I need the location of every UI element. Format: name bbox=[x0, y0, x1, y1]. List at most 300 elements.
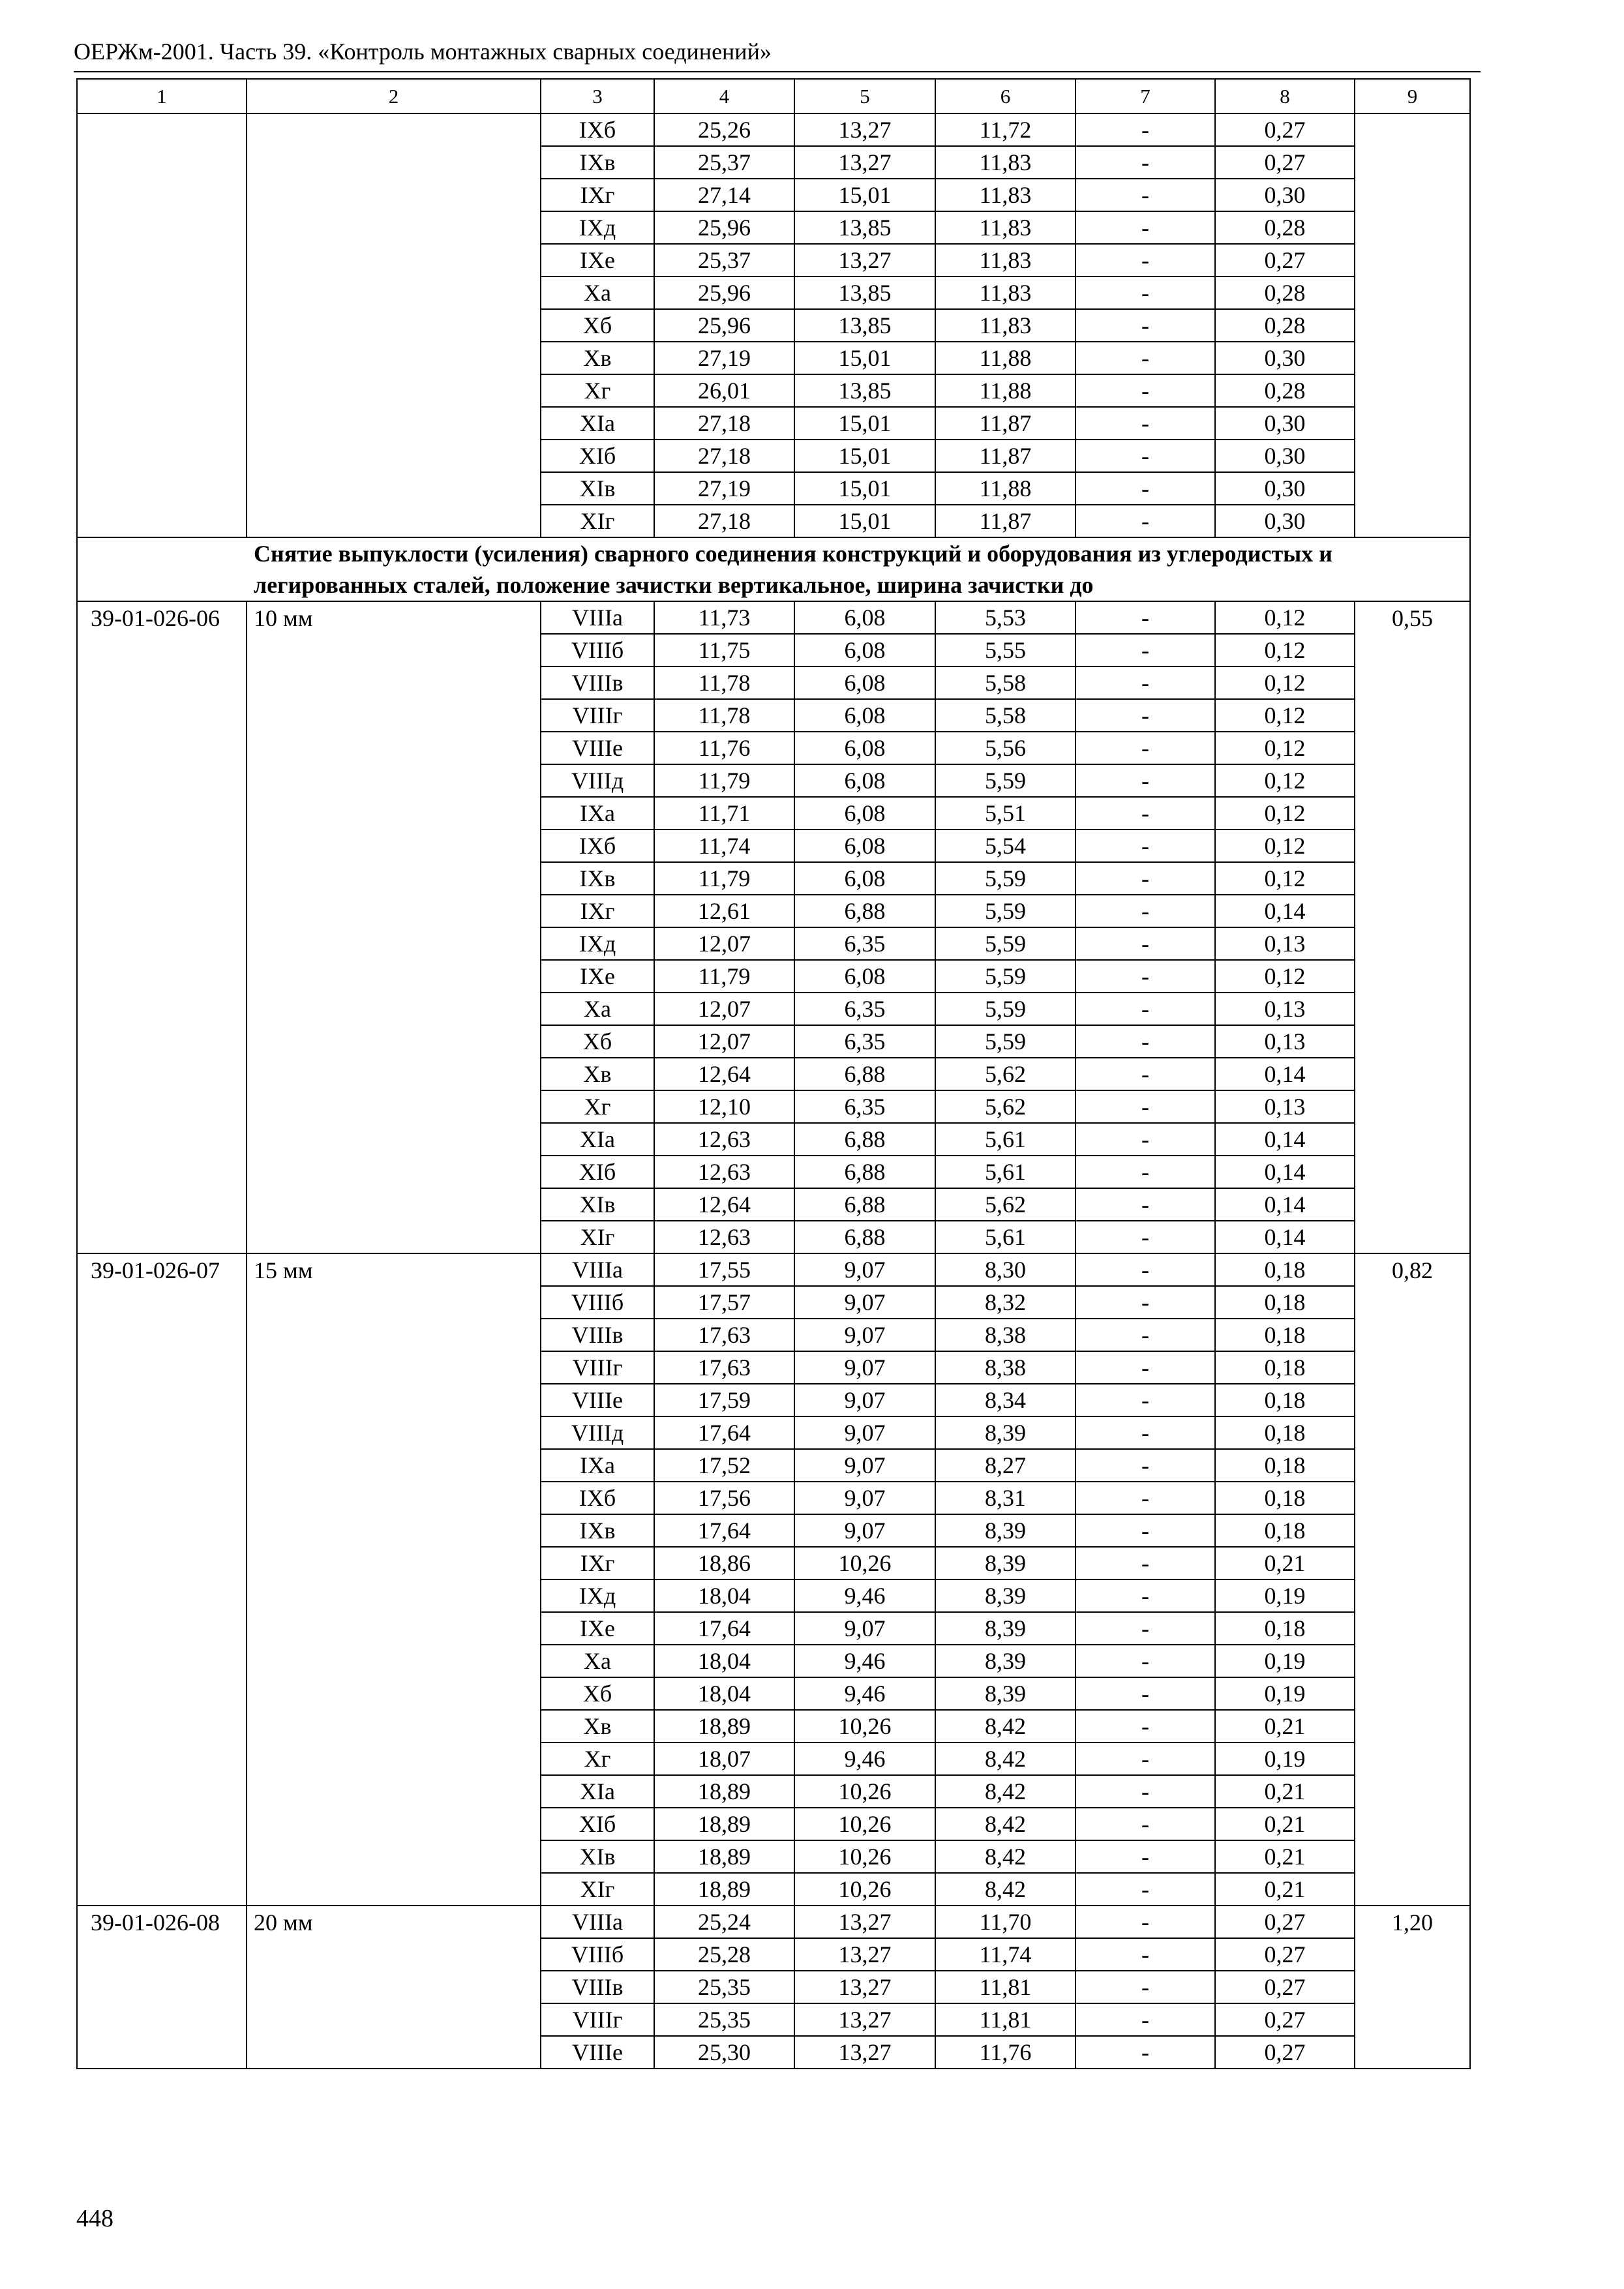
col4-cell: 11,79 bbox=[654, 862, 794, 895]
running-header: ОЕРЖм-2001. Часть 39. «Контроль монтажных сварных соединений» bbox=[74, 38, 772, 65]
col4-cell: 25,35 bbox=[654, 1971, 794, 2003]
col5-cell: 13,27 bbox=[794, 1938, 935, 1971]
variant-cell: IXв bbox=[541, 1514, 654, 1547]
col9-cell: 0,55 bbox=[1355, 601, 1470, 1253]
variant-cell: IXв bbox=[541, 862, 654, 895]
col6-cell: 11,83 bbox=[935, 179, 1075, 211]
col4-cell: 17,59 bbox=[654, 1384, 794, 1416]
col7-cell: - bbox=[1075, 1710, 1215, 1743]
col4-cell: 12,63 bbox=[654, 1221, 794, 1253]
col7-cell: - bbox=[1075, 2003, 1215, 2036]
col4-cell: 12,07 bbox=[654, 993, 794, 1025]
col4-cell: 11,79 bbox=[654, 764, 794, 797]
col8-cell: 0,18 bbox=[1215, 1384, 1355, 1416]
col4-cell: 27,18 bbox=[654, 407, 794, 440]
col7-cell: - bbox=[1075, 2036, 1215, 2069]
col7-cell: - bbox=[1075, 1090, 1215, 1123]
col5-cell: 13,27 bbox=[794, 1971, 935, 2003]
col6-cell: 8,39 bbox=[935, 1416, 1075, 1449]
col8-cell: 0,27 bbox=[1215, 2003, 1355, 2036]
col5-cell: 9,46 bbox=[794, 1677, 935, 1710]
col5-cell: 13,27 bbox=[794, 146, 935, 179]
col6-cell: 5,61 bbox=[935, 1221, 1075, 1253]
col4-cell: 12,07 bbox=[654, 927, 794, 960]
col8-cell: 0,12 bbox=[1215, 666, 1355, 699]
col7-cell: - bbox=[1075, 1873, 1215, 1906]
col6-cell: 5,61 bbox=[935, 1156, 1075, 1188]
col7-cell: - bbox=[1075, 1319, 1215, 1351]
col6-cell: 8,39 bbox=[935, 1612, 1075, 1645]
col6-cell: 8,42 bbox=[935, 1808, 1075, 1840]
table-row bbox=[77, 113, 1470, 146]
col6-cell: 8,39 bbox=[935, 1645, 1075, 1677]
col6-cell: 5,54 bbox=[935, 830, 1075, 862]
variant-cell: Xб bbox=[541, 309, 654, 342]
col4-cell: 27,18 bbox=[654, 505, 794, 537]
col8-cell: 0,12 bbox=[1215, 862, 1355, 895]
name-cell: 10 мм bbox=[247, 601, 541, 1253]
col6-cell: 11,81 bbox=[935, 2003, 1075, 2036]
col4-cell: 12,64 bbox=[654, 1188, 794, 1221]
col4-cell: 27,19 bbox=[654, 472, 794, 505]
col5-cell: 9,46 bbox=[794, 1743, 935, 1775]
col8-cell: 0,19 bbox=[1215, 1677, 1355, 1710]
col4-cell: 25,37 bbox=[654, 146, 794, 179]
col7-cell: - bbox=[1075, 960, 1215, 993]
variant-cell: VIIIе bbox=[541, 2036, 654, 2069]
col4-cell: 25,24 bbox=[654, 1906, 794, 1938]
col5-cell: 15,01 bbox=[794, 179, 935, 211]
col5-cell: 13,85 bbox=[794, 211, 935, 244]
col6-cell: 11,70 bbox=[935, 1906, 1075, 1938]
col6-cell: 11,88 bbox=[935, 472, 1075, 505]
col5-cell: 6,08 bbox=[794, 634, 935, 666]
col5-cell: 15,01 bbox=[794, 440, 935, 472]
col6-cell: 11,83 bbox=[935, 277, 1075, 309]
col8-cell: 0,19 bbox=[1215, 1579, 1355, 1612]
col7-cell: - bbox=[1075, 862, 1215, 895]
col6-cell: 8,34 bbox=[935, 1384, 1075, 1416]
variant-cell: Xг bbox=[541, 1090, 654, 1123]
col5-cell: 9,07 bbox=[794, 1416, 935, 1449]
column-number-cell: 6 bbox=[935, 79, 1075, 113]
column-number-cell: 8 bbox=[1215, 79, 1355, 113]
col7-cell: - bbox=[1075, 699, 1215, 732]
col4-cell: 18,04 bbox=[654, 1579, 794, 1612]
col5-cell: 9,07 bbox=[794, 1514, 935, 1547]
variant-cell: Xг bbox=[541, 1743, 654, 1775]
col6-cell: 8,39 bbox=[935, 1677, 1075, 1710]
col8-cell: 0,12 bbox=[1215, 634, 1355, 666]
col5-cell: 10,26 bbox=[794, 1808, 935, 1840]
col7-cell: - bbox=[1075, 1025, 1215, 1058]
col7-cell: - bbox=[1075, 211, 1215, 244]
col9-cell bbox=[1355, 113, 1470, 537]
col8-cell: 0,18 bbox=[1215, 1351, 1355, 1384]
col8-cell: 0,14 bbox=[1215, 1156, 1355, 1188]
col7-cell: - bbox=[1075, 1547, 1215, 1579]
variant-cell: IXа bbox=[541, 1449, 654, 1482]
col5-cell: 13,27 bbox=[794, 113, 935, 146]
norms-table bbox=[76, 78, 1471, 2069]
col7-cell: - bbox=[1075, 1971, 1215, 2003]
variant-cell: XIв bbox=[541, 1188, 654, 1221]
name-cell: 15 мм bbox=[247, 1253, 541, 1906]
column-number-cell: 2 bbox=[247, 79, 541, 113]
col4-cell: 12,10 bbox=[654, 1090, 794, 1123]
col7-cell: - bbox=[1075, 1123, 1215, 1156]
col4-cell: 18,04 bbox=[654, 1645, 794, 1677]
variant-cell: Xг bbox=[541, 374, 654, 407]
col6-cell: 5,62 bbox=[935, 1090, 1075, 1123]
col7-cell: - bbox=[1075, 1482, 1215, 1514]
col6-cell: 8,31 bbox=[935, 1482, 1075, 1514]
column-number-cell: 3 bbox=[541, 79, 654, 113]
col8-cell: 0,27 bbox=[1215, 1938, 1355, 1971]
col8-cell: 0,12 bbox=[1215, 732, 1355, 764]
col6-cell: 5,61 bbox=[935, 1123, 1075, 1156]
col6-cell: 5,55 bbox=[935, 634, 1075, 666]
variant-cell: VIIIг bbox=[541, 2003, 654, 2036]
col6-cell: 5,58 bbox=[935, 699, 1075, 732]
col7-cell: - bbox=[1075, 666, 1215, 699]
col5-cell: 6,08 bbox=[794, 764, 935, 797]
col6-cell: 11,76 bbox=[935, 2036, 1075, 2069]
col5-cell: 10,26 bbox=[794, 1873, 935, 1906]
col4-cell: 27,14 bbox=[654, 179, 794, 211]
col7-cell: - bbox=[1075, 374, 1215, 407]
col4-cell: 12,61 bbox=[654, 895, 794, 927]
variant-cell: IXг bbox=[541, 1547, 654, 1579]
col5-cell: 9,07 bbox=[794, 1612, 935, 1645]
col4-cell: 12,07 bbox=[654, 1025, 794, 1058]
page-number: 448 bbox=[76, 2205, 113, 2232]
col8-cell: 0,14 bbox=[1215, 1188, 1355, 1221]
col8-cell: 0,28 bbox=[1215, 374, 1355, 407]
col5-cell: 6,88 bbox=[794, 1221, 935, 1253]
col4-cell: 12,63 bbox=[654, 1123, 794, 1156]
col5-cell: 10,26 bbox=[794, 1840, 935, 1873]
col7-cell: - bbox=[1075, 440, 1215, 472]
variant-cell: Xа bbox=[541, 277, 654, 309]
variant-cell: XIа bbox=[541, 407, 654, 440]
col5-cell: 13,27 bbox=[794, 2036, 935, 2069]
col4-cell: 18,89 bbox=[654, 1808, 794, 1840]
col5-cell: 6,88 bbox=[794, 1123, 935, 1156]
variant-cell: Xб bbox=[541, 1025, 654, 1058]
code-cell: 39-01-026-08 bbox=[77, 1906, 247, 2069]
col6-cell: 11,88 bbox=[935, 374, 1075, 407]
col4-cell: 11,78 bbox=[654, 699, 794, 732]
col5-cell: 13,27 bbox=[794, 2003, 935, 2036]
col6-cell: 11,83 bbox=[935, 211, 1075, 244]
col5-cell: 9,07 bbox=[794, 1319, 935, 1351]
col6-cell: 5,58 bbox=[935, 666, 1075, 699]
col4-cell: 25,30 bbox=[654, 2036, 794, 2069]
col7-cell: - bbox=[1075, 1286, 1215, 1319]
col6-cell: 5,59 bbox=[935, 764, 1075, 797]
col6-cell: 8,39 bbox=[935, 1547, 1075, 1579]
col5-cell: 9,07 bbox=[794, 1482, 935, 1514]
col4-cell: 17,63 bbox=[654, 1351, 794, 1384]
col5-cell: 13,85 bbox=[794, 374, 935, 407]
variant-cell: XIг bbox=[541, 1221, 654, 1253]
col6-cell: 11,83 bbox=[935, 309, 1075, 342]
col7-cell: - bbox=[1075, 634, 1215, 666]
col6-cell: 5,53 bbox=[935, 601, 1075, 634]
variant-cell: XIа bbox=[541, 1775, 654, 1808]
col4-cell: 17,63 bbox=[654, 1319, 794, 1351]
col5-cell: 9,07 bbox=[794, 1286, 935, 1319]
col8-cell: 0,27 bbox=[1215, 1906, 1355, 1938]
table-row bbox=[77, 601, 1470, 634]
col7-cell: - bbox=[1075, 1677, 1215, 1710]
col7-cell: - bbox=[1075, 1253, 1215, 1286]
col4-cell: 18,86 bbox=[654, 1547, 794, 1579]
col8-cell: 0,30 bbox=[1215, 440, 1355, 472]
col4-cell: 11,79 bbox=[654, 960, 794, 993]
section-heading-row bbox=[77, 537, 1470, 601]
col6-cell: 11,81 bbox=[935, 1971, 1075, 2003]
col6-cell: 11,88 bbox=[935, 342, 1075, 374]
variant-cell: XIв bbox=[541, 1840, 654, 1873]
variant-cell: XIг bbox=[541, 1873, 654, 1906]
col8-cell: 0,14 bbox=[1215, 1058, 1355, 1090]
col5-cell: 6,08 bbox=[794, 601, 935, 634]
col8-cell: 0,21 bbox=[1215, 1710, 1355, 1743]
col8-cell: 0,30 bbox=[1215, 505, 1355, 537]
col4-cell: 17,55 bbox=[654, 1253, 794, 1286]
column-number-cell: 4 bbox=[654, 79, 794, 113]
col6-cell: 5,59 bbox=[935, 993, 1075, 1025]
variant-cell: VIIIе bbox=[541, 1384, 654, 1416]
col7-cell: - bbox=[1075, 146, 1215, 179]
col5-cell: 6,08 bbox=[794, 666, 935, 699]
col4-cell: 11,71 bbox=[654, 797, 794, 830]
col4-cell: 27,19 bbox=[654, 342, 794, 374]
col8-cell: 0,18 bbox=[1215, 1286, 1355, 1319]
col6-cell: 5,59 bbox=[935, 960, 1075, 993]
col5-cell: 6,35 bbox=[794, 993, 935, 1025]
col8-cell: 0,14 bbox=[1215, 1123, 1355, 1156]
col4-cell: 17,52 bbox=[654, 1449, 794, 1482]
col6-cell: 8,42 bbox=[935, 1873, 1075, 1906]
variant-cell: VIIIа bbox=[541, 1253, 654, 1286]
col5-cell: 6,08 bbox=[794, 830, 935, 862]
code-cell bbox=[77, 113, 247, 537]
col5-cell: 13,85 bbox=[794, 277, 935, 309]
column-number-cell: 1 bbox=[77, 79, 247, 113]
col4-cell: 17,64 bbox=[654, 1416, 794, 1449]
col7-cell: - bbox=[1075, 601, 1215, 634]
col8-cell: 0,13 bbox=[1215, 1025, 1355, 1058]
col5-cell: 10,26 bbox=[794, 1710, 935, 1743]
code-cell: 39-01-026-07 bbox=[77, 1253, 247, 1906]
col5-cell: 15,01 bbox=[794, 505, 935, 537]
column-number-cell: 7 bbox=[1075, 79, 1215, 113]
col8-cell: 0,18 bbox=[1215, 1319, 1355, 1351]
col5-cell: 9,07 bbox=[794, 1384, 935, 1416]
col4-cell: 25,26 bbox=[654, 113, 794, 146]
variant-cell: IXе bbox=[541, 244, 654, 277]
col7-cell: - bbox=[1075, 1906, 1215, 1938]
col6-cell: 5,59 bbox=[935, 862, 1075, 895]
col8-cell: 0,18 bbox=[1215, 1612, 1355, 1645]
variant-cell: VIIIб bbox=[541, 1938, 654, 1971]
col6-cell: 11,87 bbox=[935, 440, 1075, 472]
col6-cell: 8,38 bbox=[935, 1351, 1075, 1384]
col8-cell: 0,30 bbox=[1215, 407, 1355, 440]
col4-cell: 18,89 bbox=[654, 1775, 794, 1808]
col8-cell: 0,18 bbox=[1215, 1449, 1355, 1482]
variant-cell: VIIIг bbox=[541, 1351, 654, 1384]
col8-cell: 0,21 bbox=[1215, 1873, 1355, 1906]
col7-cell: - bbox=[1075, 1808, 1215, 1840]
col4-cell: 11,75 bbox=[654, 634, 794, 666]
col4-cell: 18,04 bbox=[654, 1677, 794, 1710]
col7-cell: - bbox=[1075, 1743, 1215, 1775]
col5-cell: 6,08 bbox=[794, 732, 935, 764]
col7-cell: - bbox=[1075, 1384, 1215, 1416]
variant-cell: XIа bbox=[541, 1123, 654, 1156]
col8-cell: 0,18 bbox=[1215, 1514, 1355, 1547]
col4-cell: 25,96 bbox=[654, 309, 794, 342]
col8-cell: 0,30 bbox=[1215, 342, 1355, 374]
variant-cell: XIг bbox=[541, 505, 654, 537]
col5-cell: 15,01 bbox=[794, 342, 935, 374]
col5-cell: 6,88 bbox=[794, 1188, 935, 1221]
variant-cell: Xб bbox=[541, 1677, 654, 1710]
col5-cell: 9,46 bbox=[794, 1579, 935, 1612]
col9-cell: 1,20 bbox=[1355, 1906, 1470, 2069]
col7-cell: - bbox=[1075, 764, 1215, 797]
variant-cell: XIв bbox=[541, 472, 654, 505]
variant-cell: IXб bbox=[541, 1482, 654, 1514]
col8-cell: 0,27 bbox=[1215, 244, 1355, 277]
col6-cell: 11,83 bbox=[935, 244, 1075, 277]
section-heading: Снятие выпуклости (усиления) сварного соединения конструкций и оборудования из углеродистых и легированных сталей, положение зачистки вертикальное, ширина зачистки до bbox=[77, 537, 1470, 601]
variant-cell: IXд bbox=[541, 927, 654, 960]
col6-cell: 11,72 bbox=[935, 113, 1075, 146]
col7-cell: - bbox=[1075, 1514, 1215, 1547]
col4-cell: 18,89 bbox=[654, 1710, 794, 1743]
variant-cell: VIIIд bbox=[541, 764, 654, 797]
col8-cell: 0,28 bbox=[1215, 309, 1355, 342]
col8-cell: 0,30 bbox=[1215, 179, 1355, 211]
col8-cell: 0,18 bbox=[1215, 1482, 1355, 1514]
col7-cell: - bbox=[1075, 1612, 1215, 1645]
col4-cell: 26,01 bbox=[654, 374, 794, 407]
col7-cell: - bbox=[1075, 927, 1215, 960]
col7-cell: - bbox=[1075, 505, 1215, 537]
col5-cell: 9,07 bbox=[794, 1449, 935, 1482]
col6-cell: 5,62 bbox=[935, 1058, 1075, 1090]
variant-cell: VIIIе bbox=[541, 732, 654, 764]
variant-cell: VIIIг bbox=[541, 699, 654, 732]
col5-cell: 10,26 bbox=[794, 1775, 935, 1808]
col8-cell: 0,13 bbox=[1215, 927, 1355, 960]
col5-cell: 6,88 bbox=[794, 895, 935, 927]
col8-cell: 0,21 bbox=[1215, 1547, 1355, 1579]
col4-cell: 25,37 bbox=[654, 244, 794, 277]
col5-cell: 9,07 bbox=[794, 1351, 935, 1384]
col4-cell: 11,74 bbox=[654, 830, 794, 862]
col6-cell: 11,87 bbox=[935, 407, 1075, 440]
variant-cell: VIIIа bbox=[541, 601, 654, 634]
col7-cell: - bbox=[1075, 113, 1215, 146]
col6-cell: 8,42 bbox=[935, 1710, 1075, 1743]
col8-cell: 0,13 bbox=[1215, 1090, 1355, 1123]
col8-cell: 0,27 bbox=[1215, 146, 1355, 179]
table-row bbox=[77, 1253, 1470, 1286]
col4-cell: 25,35 bbox=[654, 2003, 794, 2036]
header-rule bbox=[74, 71, 1481, 72]
variant-cell: IXг bbox=[541, 179, 654, 211]
col8-cell: 0,13 bbox=[1215, 993, 1355, 1025]
col7-cell: - bbox=[1075, 1579, 1215, 1612]
col6-cell: 8,27 bbox=[935, 1449, 1075, 1482]
col8-cell: 0,14 bbox=[1215, 1221, 1355, 1253]
col5-cell: 6,35 bbox=[794, 1090, 935, 1123]
variant-cell: XIб bbox=[541, 1156, 654, 1188]
col7-cell: - bbox=[1075, 407, 1215, 440]
variant-cell: IXе bbox=[541, 960, 654, 993]
col7-cell: - bbox=[1075, 1840, 1215, 1873]
col4-cell: 17,64 bbox=[654, 1514, 794, 1547]
col7-cell: - bbox=[1075, 179, 1215, 211]
variant-cell: IXе bbox=[541, 1612, 654, 1645]
col4-cell: 25,96 bbox=[654, 211, 794, 244]
col8-cell: 0,30 bbox=[1215, 472, 1355, 505]
variant-cell: Xв bbox=[541, 1058, 654, 1090]
col5-cell: 6,88 bbox=[794, 1156, 935, 1188]
col8-cell: 0,12 bbox=[1215, 960, 1355, 993]
column-numbers-row bbox=[77, 79, 1470, 113]
col6-cell: 8,42 bbox=[935, 1840, 1075, 1873]
col8-cell: 0,14 bbox=[1215, 895, 1355, 927]
col5-cell: 6,35 bbox=[794, 1025, 935, 1058]
col8-cell: 0,12 bbox=[1215, 699, 1355, 732]
col4-cell: 11,73 bbox=[654, 601, 794, 634]
col5-cell: 9,46 bbox=[794, 1645, 935, 1677]
col8-cell: 0,12 bbox=[1215, 830, 1355, 862]
col8-cell: 0,28 bbox=[1215, 277, 1355, 309]
col8-cell: 0,27 bbox=[1215, 2036, 1355, 2069]
col4-cell: 27,18 bbox=[654, 440, 794, 472]
column-number-cell: 9 bbox=[1355, 79, 1470, 113]
col4-cell: 12,63 bbox=[654, 1156, 794, 1188]
col7-cell: - bbox=[1075, 277, 1215, 309]
col6-cell: 5,62 bbox=[935, 1188, 1075, 1221]
col7-cell: - bbox=[1075, 732, 1215, 764]
col7-cell: - bbox=[1075, 1058, 1215, 1090]
variant-cell: VIIIв bbox=[541, 666, 654, 699]
col5-cell: 13,85 bbox=[794, 309, 935, 342]
col8-cell: 0,18 bbox=[1215, 1416, 1355, 1449]
col8-cell: 0,12 bbox=[1215, 601, 1355, 634]
variant-cell: Xв bbox=[541, 1710, 654, 1743]
variant-cell: XIб bbox=[541, 440, 654, 472]
col6-cell: 11,74 bbox=[935, 1938, 1075, 1971]
col7-cell: - bbox=[1075, 895, 1215, 927]
col8-cell: 0,28 bbox=[1215, 211, 1355, 244]
variant-cell: VIIIб bbox=[541, 1286, 654, 1319]
col7-cell: - bbox=[1075, 342, 1215, 374]
variant-cell: Xв bbox=[541, 342, 654, 374]
col5-cell: 6,08 bbox=[794, 862, 935, 895]
col6-cell: 8,39 bbox=[935, 1514, 1075, 1547]
col4-cell: 18,89 bbox=[654, 1873, 794, 1906]
